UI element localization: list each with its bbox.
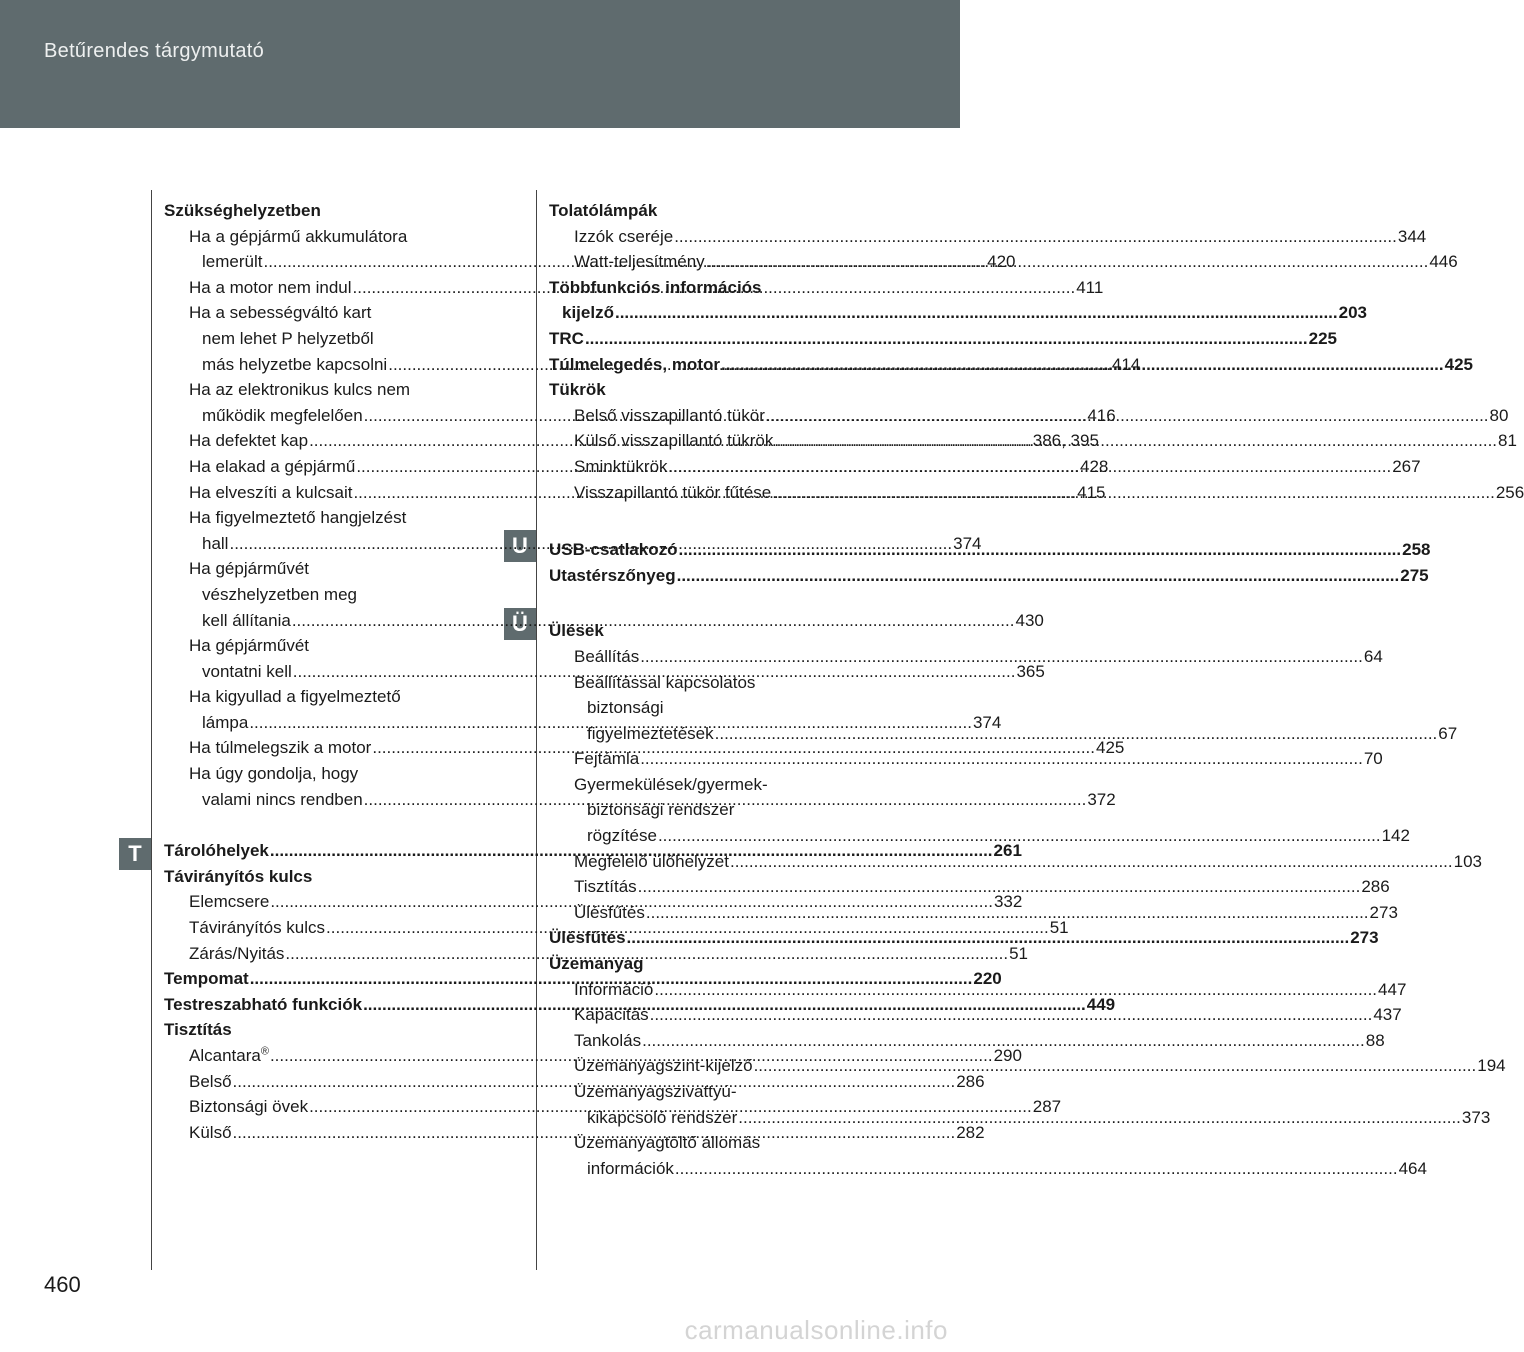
page-ref: 437 — [1373, 1005, 1402, 1025]
index-entry[interactable]: Külső visszapillantó tükrök ..... 81 — [549, 428, 855, 454]
page-ref: 70 — [1363, 749, 1383, 769]
index-entry[interactable]: Watt-teljesítmény ..... 446 — [549, 249, 855, 275]
page-ref: 425 — [1096, 738, 1125, 758]
page-ref: 273 — [1350, 928, 1379, 948]
page-ref: 273 — [1369, 902, 1398, 922]
page-ref: 64 — [1363, 646, 1383, 666]
page-ref: 225 — [1308, 328, 1337, 348]
section-title: Betűrendes tárgymutató — [44, 40, 265, 62]
index-entry[interactable]: Elemcsere ..... 332 — [164, 889, 470, 915]
page-ref: 51 — [1049, 918, 1069, 938]
index-entry[interactable]: Tankolás ..... 88 — [549, 1028, 855, 1054]
index-entry[interactable]: Beállítással kapcsolatos biztonsági figyelmeztetések ..... 67 — [549, 670, 855, 747]
page-ref: 287 — [1032, 1097, 1062, 1117]
index-entry[interactable]: Többfunkciós információs kijelző ..... 203 — [549, 275, 855, 326]
index-entry[interactable]: Ha kigyullad a figyelmeztető lámpa ..... 374 — [164, 684, 470, 735]
index-heading: Tolatólámpák — [549, 201, 658, 220]
index-entry[interactable]: Alcantara® ..... 290 — [164, 1043, 470, 1069]
index-entry[interactable]: Ha elakad a gépjármű ..... 428 — [164, 454, 470, 480]
page-ref: 416 — [1087, 405, 1116, 425]
letter-tab-u-umlaut[interactable]: Ü — [504, 608, 536, 640]
index-entry[interactable]: Beállítás ..... 64 — [549, 644, 855, 670]
index-entry[interactable]: Ha defektet kap ..... 386, 395 — [164, 428, 470, 454]
index-entry[interactable]: Ha a gépjármű akkumulátora lemerült ..... 420 — [164, 224, 470, 275]
index-entry[interactable]: Ha gépjárművét vészhelyzetben meg kell állítania ..... 430 — [164, 556, 470, 633]
index-entry[interactable]: Fejtámla ..... 70 — [549, 746, 855, 772]
page-ref: 446 — [1429, 252, 1458, 272]
page-ref: 275 — [1400, 565, 1429, 585]
page-ref: 374 — [953, 533, 982, 553]
index-entry[interactable]: Ülésfűtés ..... 273 — [549, 900, 855, 926]
index-heading: Tükrök — [549, 380, 606, 400]
index-heading: Szükséghelyzetben — [164, 201, 321, 220]
page-ref: 51 — [1009, 943, 1028, 963]
index-entry[interactable]: Megfelelő ülőhelyzet ..... 103 — [549, 849, 855, 875]
index-entry[interactable]: Üzemanyagtöltő állomás információk ..... 464 — [549, 1130, 855, 1181]
index-entry[interactable]: Ha az elektronikus kulcs nem működik megfelelően ..... 416 — [164, 377, 470, 428]
registered-mark: ® — [260, 1045, 269, 1058]
index-heading: Tisztítás — [164, 1020, 232, 1040]
page-ref: 411 — [1076, 277, 1104, 297]
page-ref: 286 — [1361, 877, 1390, 897]
page-number: 460 — [44, 1272, 81, 1297]
page-ref: 374 — [972, 712, 1002, 732]
index-heading: Ülések — [549, 621, 604, 641]
letter-tab-t[interactable]: T — [119, 838, 151, 870]
index-entry[interactable]: USB-csatlakozó ..... 258 — [549, 537, 855, 563]
index-entry[interactable]: Ha a motor nem indul ..... 411 — [164, 275, 470, 301]
page-ref: 428 — [1079, 456, 1109, 476]
page-header — [0, 0, 960, 128]
index-entry[interactable]: Távirányítós kulcs ..... 51 — [164, 915, 470, 941]
page-ref: 332 — [993, 892, 1023, 912]
index-entry[interactable]: Belső visszapillantó tükör ..... 80 — [549, 403, 855, 429]
watermark: carmanualsonline.info — [684, 1315, 948, 1345]
page-ref: 373 — [1461, 1107, 1491, 1127]
index-entry[interactable]: Testreszabható funkciók ..... 449 — [164, 992, 470, 1018]
index-entry[interactable]: TRC ..... 225 — [549, 326, 855, 352]
page-ref: 420 — [987, 252, 1016, 272]
page-ref: 372 — [1087, 789, 1116, 809]
index-entry[interactable]: Külső ..... 282 — [164, 1120, 470, 1146]
index-entry[interactable]: Utastérszőnyeg ..... 275 — [549, 563, 855, 589]
index-entry[interactable]: Biztonsági övek ..... 287 — [164, 1094, 470, 1120]
index-heading: Üzemanyag — [549, 954, 644, 974]
index-entry[interactable]: Ha túlmelegszik a motor ..... 425 — [164, 735, 470, 761]
page-ref: 194 — [1477, 1056, 1506, 1076]
page-ref: 282 — [956, 1122, 985, 1142]
page-ref: 203 — [1338, 303, 1367, 323]
page-ref: 365 — [1016, 661, 1045, 681]
page-ref: 464 — [1398, 1158, 1427, 1178]
page-ref: 80 — [1489, 405, 1509, 425]
index-entry[interactable]: Információ ..... 447 — [549, 977, 855, 1003]
page-ref: 414 — [1111, 354, 1141, 374]
index-entry[interactable]: Zárás/Nyitás ..... 51 — [164, 941, 470, 967]
page-ref: 81 — [1498, 431, 1517, 451]
page-ref: 142 — [1381, 826, 1410, 846]
index-entry[interactable]: Kapacitás ..... 437 — [549, 1002, 855, 1028]
page-ref: 256 — [1495, 482, 1524, 502]
page-ref: 415 — [1077, 482, 1106, 502]
page-ref: 258 — [1402, 540, 1431, 560]
page-ref: 67 — [1438, 723, 1458, 743]
page-ref: 449 — [1086, 994, 1116, 1014]
index-entry[interactable]: Ha figyelmeztető hangjelzést hall ..... 374 — [164, 505, 470, 556]
page-ref: 386, 395 — [1032, 431, 1099, 451]
index-entry[interactable]: Ha elveszíti a kulcsait ..... 415 — [164, 480, 470, 506]
index-entry[interactable]: Izzók cseréje ..... 344 — [549, 224, 855, 250]
page-ref: 261 — [993, 841, 1022, 861]
page-ref: 88 — [1365, 1030, 1385, 1050]
page-ref: 220 — [973, 969, 1002, 989]
index-entry[interactable]: Gyermekülések/gyermek- biztonsági rendszer rögzítése ..... 142 — [549, 772, 855, 849]
page-ref: 447 — [1378, 979, 1407, 999]
index-entry[interactable]: Túlmelegedés, motor ..... 425 — [549, 352, 855, 378]
index-entry[interactable]: Ha a sebességváltó kart nem lehet P helyzetből más helyzetbe kapcsolni ..... 414 — [164, 300, 470, 377]
letter-tab-u[interactable]: U — [504, 530, 536, 562]
index-entry[interactable]: Üzemanyagszivattyú- kikapcsoló rendszer ..... 373 — [549, 1079, 855, 1130]
page-ref: 430 — [1015, 610, 1044, 630]
index-entry[interactable]: Belső ..... 286 — [164, 1069, 470, 1095]
index-heading: Távirányítós kulcs — [164, 866, 313, 886]
index-entry[interactable]: Ülésfűtés ..... 273 — [549, 925, 855, 951]
index-entry[interactable]: Tisztítás ..... 286 — [549, 874, 855, 900]
index-entry[interactable]: Ha úgy gondolja, hogy valami nincs rendben ..... 372 — [164, 761, 470, 812]
index-entry[interactable]: Ha gépjárművét vontatni kell ..... 365 — [164, 633, 470, 684]
page-ref: 425 — [1444, 354, 1474, 374]
page-ref: 290 — [993, 1046, 1022, 1065]
page-ref: 103 — [1453, 851, 1483, 871]
page-ref: 286 — [956, 1071, 985, 1091]
page-ref: 267 — [1392, 456, 1421, 476]
index-entry[interactable]: Tempomat ..... 220 — [164, 966, 470, 992]
index-entry[interactable]: Sminktükrök ..... 267 — [549, 454, 855, 480]
page-ref: 344 — [1397, 226, 1427, 246]
index-entry[interactable]: Üzemanyagszint-kijelző ..... 194 — [549, 1053, 855, 1079]
left-divider — [151, 190, 152, 1270]
index-entry[interactable]: Tárolóhelyek ..... 261 — [164, 838, 470, 864]
index-entry[interactable]: Visszapillantó tükör fűtése ..... 256 — [549, 480, 855, 506]
